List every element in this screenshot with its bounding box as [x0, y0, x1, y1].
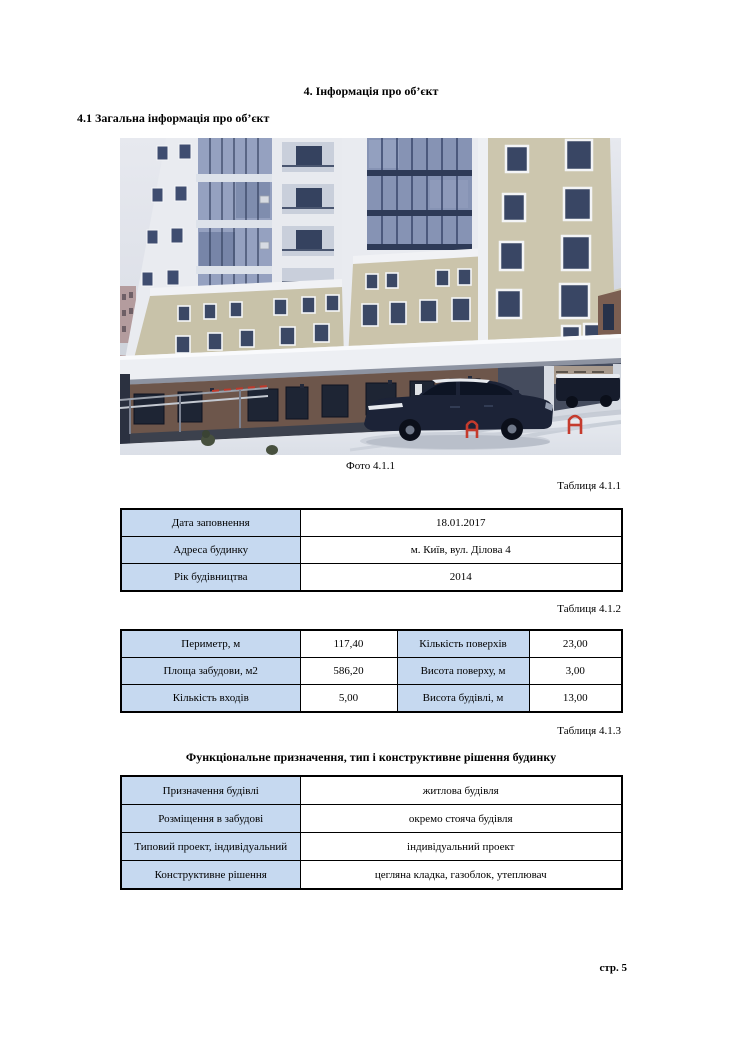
row-value-cell: окремо стояча будівля: [300, 805, 622, 833]
row-label-cell: Дата заповнення: [121, 509, 300, 537]
photo-caption: Фото 4.1.1: [346, 460, 395, 472]
row-label-cell: Рік будівництва: [121, 564, 300, 592]
section-heading: 4.1 Загальна інформація про об’єкт: [77, 111, 270, 125]
building-photo-graphic: [120, 138, 621, 455]
table-row: [121, 537, 622, 564]
row-value-cell: 23,00: [529, 630, 622, 658]
page-title: 4. Інформація про об’єкт: [303, 84, 439, 98]
row-label-cell: Кількість входів: [121, 685, 300, 713]
table-row: [121, 685, 622, 713]
table-row: [121, 509, 622, 537]
row-value-cell: 3,00: [529, 658, 622, 685]
building-photo: [120, 138, 621, 455]
row-label-cell: Призначення будівлі: [121, 776, 300, 805]
dimensions-table: [120, 629, 623, 713]
glass-facade: [367, 138, 472, 250]
table3-heading: Функціональне призначення, тип і конструктивне рішення будинку: [185, 750, 557, 764]
table-row: [121, 833, 622, 861]
table-row: [121, 776, 622, 805]
row-label-cell: Периметр, м: [121, 630, 300, 658]
row-value-cell: 13,00: [529, 685, 622, 713]
table2-label: Таблиця 4.1.2: [557, 603, 621, 615]
row-label-cell: Розміщення в забудові: [121, 805, 300, 833]
row-value-cell: 5,00: [300, 685, 397, 713]
general-info-table: [120, 508, 623, 592]
row-value-cell: індивідуальний проект: [300, 833, 622, 861]
page-number: стр. 5: [599, 962, 627, 974]
row-value-cell: 117,40: [300, 630, 397, 658]
table-row: [121, 658, 622, 685]
row-value-cell: 2014: [300, 564, 622, 592]
row-label-cell: Кількість поверхів: [397, 630, 529, 658]
row-label-cell: Площа забудови, м2: [121, 658, 300, 685]
balcony-niches: [272, 138, 342, 286]
construction-table: [120, 775, 623, 890]
row-label-cell: Висота поверху, м: [397, 658, 529, 685]
table-row: [121, 630, 622, 658]
row-label-cell: Адреса будинку: [121, 537, 300, 564]
row-label-cell: Висота будівлі, м: [397, 685, 529, 713]
row-value-cell: 586,20: [300, 658, 397, 685]
table3-label: Таблиця 4.1.3: [557, 725, 621, 737]
row-value-cell: житлова будівля: [300, 776, 622, 805]
row-value-cell: цегляна кладка, газоблок, утеплювач: [300, 861, 622, 890]
row-value-cell: м. Київ, вул. Ділова 4: [300, 537, 622, 564]
table1-label: Таблиця 4.1.1: [557, 480, 621, 492]
row-value-cell: 18.01.2017: [300, 509, 622, 537]
row-label-cell: Типовий проект, індивідуальний: [121, 833, 300, 861]
table-row: [121, 564, 622, 592]
glazed-balconies: [196, 138, 274, 290]
table-row: [121, 805, 622, 833]
row-label-cell: Конструктивне рішення: [121, 861, 300, 890]
table-row: [121, 861, 622, 890]
